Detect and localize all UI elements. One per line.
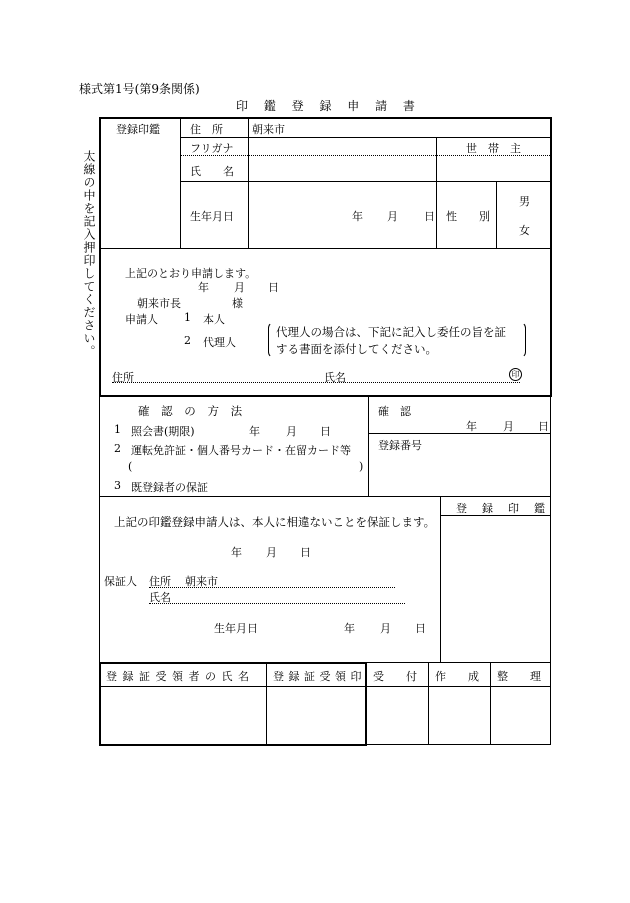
- guarantor-label: 保証人: [104, 575, 137, 588]
- apply-day: 日: [268, 281, 279, 294]
- dob-month: 月: [387, 210, 398, 223]
- seiri-label: 整 理: [497, 670, 541, 683]
- gender-female[interactable]: 女: [519, 224, 530, 237]
- guarantor-statement: 上記の印鑑登録申請人は、本人に相違ないことを保証します。: [114, 515, 436, 529]
- kakunin-year: 年: [466, 420, 477, 433]
- guarantor-name-label: 氏名: [149, 591, 171, 604]
- furigana-label: フリガナ: [190, 142, 234, 155]
- guarantor-year: 年: [231, 546, 242, 559]
- agent-note-line2: する書面を添付してください。: [276, 342, 437, 356]
- option-1-number: 1: [184, 311, 191, 324]
- method-3[interactable]: 既登録者の保証: [131, 481, 208, 494]
- agent-address-label: 住所: [112, 371, 134, 384]
- guarantor-address-value[interactable]: 朝来市: [185, 575, 218, 588]
- option-self[interactable]: 本人: [203, 313, 225, 326]
- kakunin-month: 月: [503, 420, 514, 433]
- guarantor-dob-year: 年: [344, 622, 355, 635]
- seal-mark-icon: 印: [509, 368, 522, 381]
- form-id: 様式第1号(第9条関係): [79, 82, 200, 96]
- method-1-number: 1: [114, 423, 121, 436]
- agent-name-label: 氏名: [324, 371, 346, 384]
- method-2-paren-close: ): [359, 460, 364, 473]
- option-2-number: 2: [184, 334, 191, 347]
- sakusei-label: 作 成: [435, 670, 479, 683]
- guarantor-dob-label: 生年月日: [214, 622, 258, 635]
- kakunin-day: 日: [538, 420, 549, 433]
- registered-seal-label: 登録印鑑: [116, 123, 160, 136]
- method-title: 確 認 の 方 法: [138, 404, 247, 418]
- method-3-number: 3: [114, 479, 121, 492]
- mayor-sama: 様: [232, 297, 243, 310]
- guarantor-month: 月: [266, 546, 277, 559]
- name-label: 氏 名: [190, 165, 234, 178]
- receiver-name-label: 登 録 証 受 領 者 の 氏 名: [106, 670, 250, 683]
- guarantor-day: 日: [300, 546, 311, 559]
- method-2-number: 2: [114, 442, 121, 455]
- agent-note-line1: 代理人の場合は、下記に記入し委任の旨を証: [276, 325, 506, 339]
- address-value[interactable]: 朝来市: [252, 123, 285, 136]
- guarantor-dob-month: 月: [380, 622, 391, 635]
- gender-male[interactable]: 男: [519, 195, 530, 208]
- applicant-label: 申請人: [125, 313, 158, 326]
- uketsuke-label: 受 付: [373, 670, 417, 683]
- method-2[interactable]: 運転免許証・個人番号カード・在留カード等: [131, 444, 351, 457]
- method-1-year: 年: [249, 425, 260, 438]
- dob-year: 年: [352, 210, 363, 223]
- guarantor-address-label: 住所: [149, 575, 171, 588]
- dob-day: 日: [424, 210, 435, 223]
- household-head-label: 世 帯 主: [466, 142, 521, 155]
- apply-month: 月: [234, 281, 245, 294]
- method-1-day: 日: [320, 425, 331, 438]
- apply-year: 年: [198, 281, 209, 294]
- mayor-label: 朝来市長: [137, 297, 181, 310]
- method-1-month: 月: [286, 425, 297, 438]
- option-agent[interactable]: 代理人: [203, 336, 236, 349]
- apply-statement: 上記のとおり申請します。: [125, 267, 257, 280]
- gender-label: 性 別: [446, 210, 490, 223]
- method-2-paren-open: (: [128, 460, 133, 473]
- page-title: 印 鑑 登 録 申 請 書: [236, 99, 421, 113]
- receiver-seal-label: 登 録 証 受 領 印: [273, 670, 362, 683]
- reg-number-label: 登録番号: [378, 439, 422, 452]
- address-label: 住 所: [190, 123, 223, 136]
- dob-label: 生年月日: [190, 210, 234, 223]
- side-note: 太線の中を記入押印してください。: [82, 150, 96, 358]
- kakunin-label: 確 認: [378, 405, 411, 418]
- guarantor-reg-seal-label: 登 録 印 鑑: [456, 502, 547, 515]
- method-1[interactable]: 照会書(期限): [131, 425, 195, 438]
- guarantor-dob-day: 日: [415, 622, 426, 635]
